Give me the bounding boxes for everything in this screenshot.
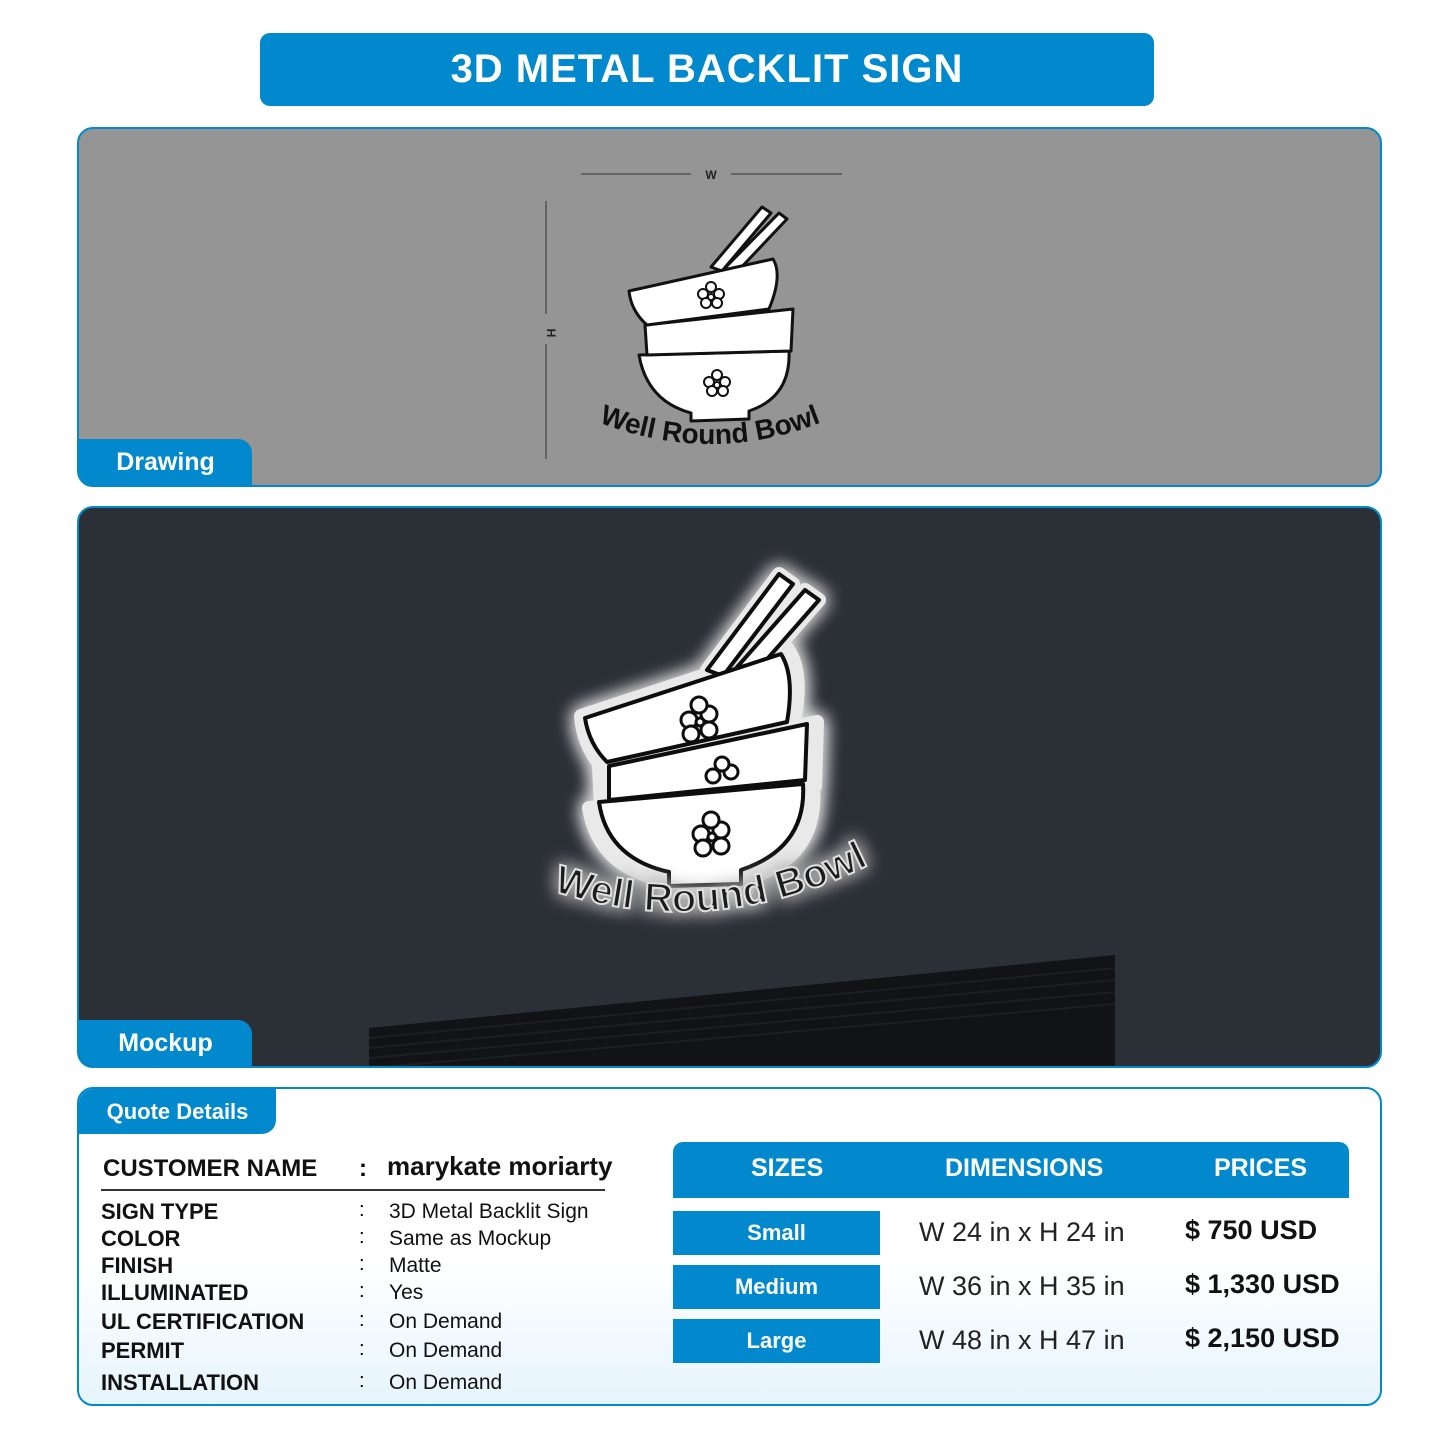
prices-column-header: PRICES — [1214, 1154, 1308, 1182]
height-marker: H — [544, 328, 558, 338]
spec-row — [101, 1253, 621, 1281]
pricing-table-header — [673, 1142, 1349, 1198]
spec-row — [101, 1226, 621, 1254]
drawing-panel — [77, 127, 1382, 487]
spec-value: Matte — [389, 1254, 442, 1277]
dimensions-column-header: DIMENSIONS — [945, 1154, 1104, 1182]
mockup-label: Mockup — [79, 1020, 252, 1066]
spec-value: On Demand — [389, 1371, 503, 1394]
quote-details-label: Quote Details — [79, 1089, 276, 1134]
spec-colon: : — [359, 1280, 365, 1302]
size-dimensions: W 48 in x H 47 in — [919, 1325, 1125, 1355]
spec-key: SIGN TYPE — [101, 1199, 219, 1224]
spec-colon: : — [359, 1226, 365, 1248]
page-title: 3D METAL BACKLIT SIGN — [450, 47, 964, 91]
spec-row — [101, 1280, 621, 1308]
title-banner — [260, 33, 1154, 106]
table-row — [673, 1211, 1382, 1255]
spec-value: Same as Mockup — [389, 1227, 552, 1250]
spec-key: COLOR — [101, 1226, 181, 1251]
table-row — [673, 1319, 1382, 1363]
storefront-window — [369, 955, 1115, 1068]
spec-colon: : — [359, 1253, 365, 1275]
table-row — [673, 1265, 1382, 1309]
customer-colon: : — [359, 1155, 367, 1182]
spec-value: On Demand — [389, 1310, 503, 1333]
spec-value: On Demand — [389, 1339, 503, 1362]
drawing-sign-text: Well Round Bowl — [596, 398, 824, 451]
mockup-sign-text: Well Round Bowl — [550, 833, 873, 921]
size-price: $ 2,150 USD — [1185, 1323, 1340, 1353]
spec-key: FINISH — [101, 1253, 174, 1278]
spec-row — [101, 1199, 621, 1227]
spec-key: INSTALLATION — [101, 1370, 260, 1395]
backlit-bowl-sign — [581, 574, 819, 892]
size-large-button[interactable]: Large — [673, 1319, 880, 1363]
customer-name-value: marykate moriarty — [387, 1151, 613, 1181]
spec-value: Yes — [389, 1281, 424, 1304]
width-marker: W — [705, 168, 717, 182]
spec-colon: : — [359, 1370, 365, 1392]
size-dimensions: W 36 in x H 35 in — [919, 1271, 1125, 1301]
spec-row — [101, 1338, 621, 1366]
customer-divider — [101, 1189, 605, 1191]
spec-colon: : — [359, 1309, 365, 1331]
quote-details-panel — [77, 1087, 1382, 1406]
size-small-button[interactable]: Small — [673, 1211, 880, 1255]
size-dimensions: W 24 in x H 24 in — [919, 1217, 1125, 1247]
spec-colon: : — [359, 1338, 365, 1360]
size-medium-button[interactable]: Medium — [673, 1265, 880, 1309]
spec-row — [101, 1370, 621, 1398]
drawing-illustration — [79, 129, 1382, 487]
spec-key: UL CERTIFICATION — [101, 1309, 305, 1334]
spec-colon: : — [359, 1199, 365, 1221]
mockup-illustration — [79, 508, 1382, 1068]
spec-value: 3D Metal Backlit Sign — [389, 1200, 589, 1223]
spec-row — [101, 1309, 621, 1337]
customer-name-key: CUSTOMER NAME — [103, 1155, 318, 1182]
spec-key: PERMIT — [101, 1338, 185, 1363]
drawing-label: Drawing — [79, 439, 252, 485]
size-price: $ 750 USD — [1185, 1215, 1318, 1245]
spec-key: ILLUMINATED — [101, 1280, 249, 1305]
size-price: $ 1,330 USD — [1185, 1269, 1340, 1299]
mockup-panel — [77, 506, 1382, 1068]
sizes-column-header: SIZES — [751, 1154, 824, 1182]
